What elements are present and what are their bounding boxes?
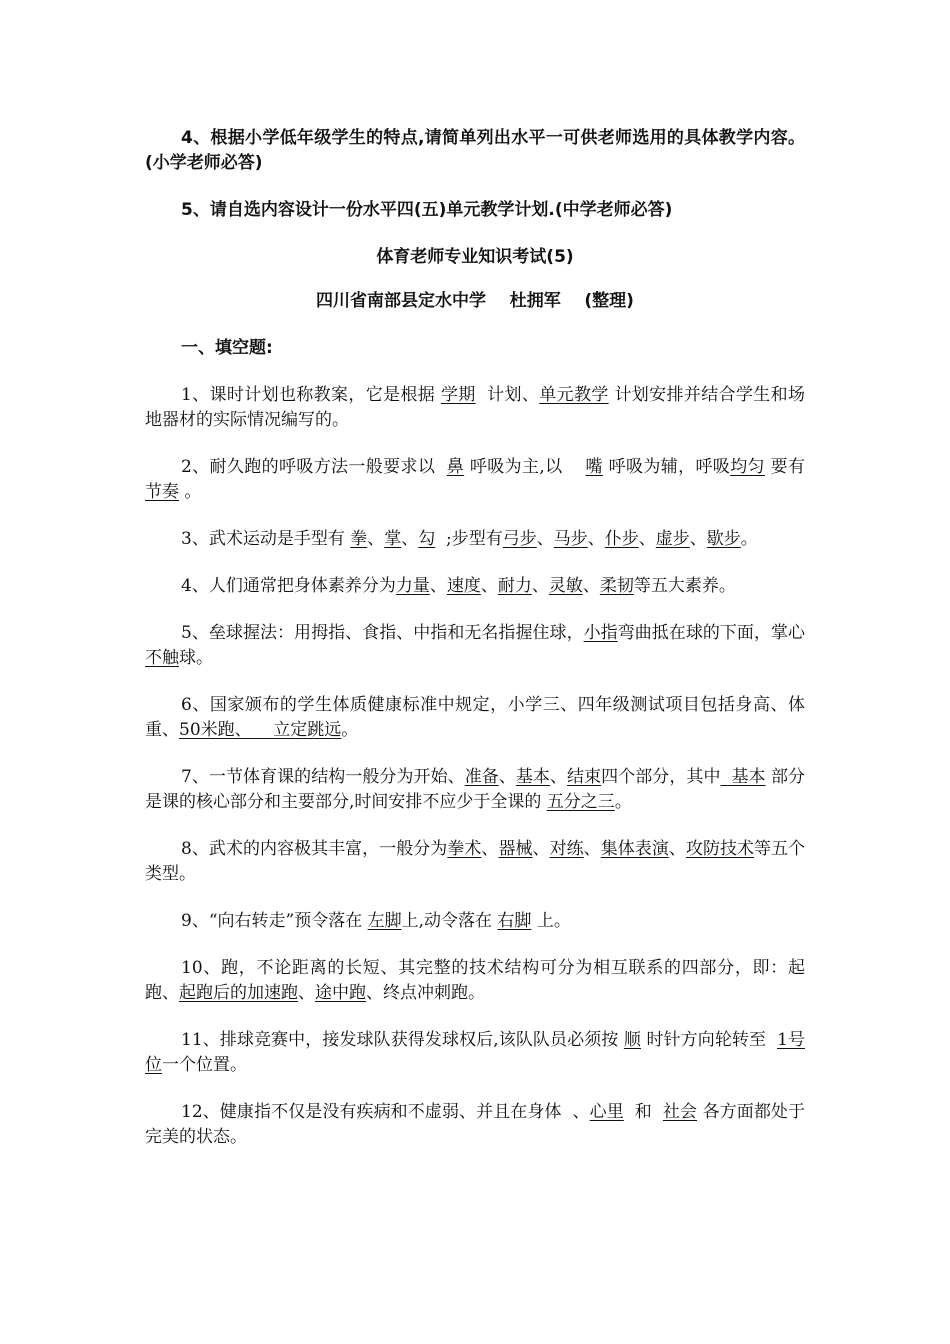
answer-blank: 起跑后的加速跑 — [179, 983, 298, 1003]
item-text: 6、国家颁布的学生体质健康标准中规定，小学三、四年级测试项目包括身高、体重、 — [145, 695, 805, 740]
item-text: 各方面都处于完美的状态。 — [145, 1102, 806, 1147]
answer-blank: 拳术 — [447, 839, 482, 859]
item-text: 一个位置。 — [162, 1055, 247, 1075]
item-text: 。 — [179, 482, 202, 502]
item-text: 、 — [298, 983, 315, 1003]
item-text: 弯曲抵在球的下面，掌心 — [617, 623, 806, 643]
answer-blank: 50米跑、 — [179, 720, 252, 740]
answer-blank: 不触 — [145, 648, 179, 668]
item-text: 要有 — [764, 457, 811, 477]
item-text: 呼吸为辅，呼吸 — [602, 457, 731, 477]
item-text: 和 — [623, 1102, 663, 1122]
answer-blank: 结束 — [567, 767, 602, 787]
item-text: 7、一节体育课的结构一般分为开始、 — [181, 767, 465, 787]
item-text: 2、耐久跑的呼吸方法一般要求以 — [181, 457, 447, 477]
question-4: 4、根据小学低年级学生的特点,请简单列出水平一可供老师选用的具体教学内容。(小学老师必答) — [145, 128, 805, 173]
answer-blank: 歇步 — [706, 529, 741, 549]
answer-blank: 速度 — [446, 576, 481, 596]
item-text: 球。 — [179, 648, 213, 668]
item-text: 5、垒球握法：用拇指、食指、中指和无名指握住球， — [181, 623, 584, 643]
item-text: 、 — [668, 839, 686, 859]
item-text: 。 — [740, 529, 758, 549]
fill-in-item — [145, 455, 811, 505]
answer-blank: 对练 — [549, 839, 584, 859]
answer-blank: 单元教学 — [539, 385, 609, 405]
item-text: 等五大素养。 — [633, 576, 736, 596]
item-text: 、 — [531, 576, 549, 596]
item-text: 。 — [341, 720, 359, 740]
exam-title: 体育老师专业知识考试(5) — [376, 247, 574, 267]
answer-blank: 灵敏 — [548, 576, 583, 596]
answer-blank: 左脚 — [367, 911, 402, 931]
answer-blank: 途中跑 — [315, 983, 366, 1003]
item-text: 12、健康指不仅是没有疾病和不虚弱、并且在身体 、 — [181, 1102, 590, 1122]
item-text: 、 — [401, 529, 419, 549]
answer-blank: 鼻 — [446, 457, 465, 477]
item-text: 、 — [429, 576, 447, 596]
item-text: 11、排球竞赛中，接发球队获得发球权后,该队队员必须按 — [181, 1030, 624, 1050]
item-text: 上,动令落在 — [401, 911, 498, 931]
item-text: 、 — [536, 529, 554, 549]
item-text: 、 — [689, 529, 707, 549]
document-page — [145, 126, 811, 1150]
answer-blank: 右脚 — [497, 911, 532, 931]
answer-blank — [252, 720, 274, 740]
exam-subtitle: 四川省南部县定水中学 杜拥军 (整理) — [316, 291, 634, 311]
answer-blank: 仆步 — [604, 529, 639, 549]
answer-blank: 攻防技术 — [685, 839, 755, 859]
fill-in-item — [145, 837, 805, 887]
answer-blank: 力量 — [395, 576, 430, 596]
answer-blank: 1号位 — [145, 1030, 805, 1075]
section-heading: 一、填空题: — [181, 338, 273, 358]
item-text: 时针方向轮转至 — [640, 1030, 778, 1050]
fill-in-item — [145, 909, 805, 934]
answer-blank: 拳 — [350, 529, 368, 549]
item-text: 计划、 — [475, 385, 540, 405]
answer-blank: 心里 — [589, 1102, 624, 1122]
answer-blank: 学期 — [440, 385, 476, 405]
item-text: 1、课时计划也称教案，它是根据 — [181, 385, 441, 405]
answer-blank: 马步 — [553, 529, 588, 549]
answer-blank: 柔韧 — [599, 576, 634, 596]
item-text: 、 — [638, 529, 656, 549]
item-text: 四个部分，其中 — [601, 767, 721, 787]
item-text: ;步型有 — [435, 529, 503, 549]
item-text: 计划安排并结合学生和场地器材的实际情况编写的。 — [145, 385, 806, 430]
item-text: 呼吸为主,以 — [464, 457, 586, 477]
answer-blank: 勾 — [418, 529, 436, 549]
answer-blank: 均匀 — [730, 457, 765, 477]
item-text: 、 — [498, 767, 516, 787]
answer-blank: 基本 — [515, 767, 550, 787]
answer-blank: 嘴 — [585, 457, 603, 477]
answer-blank: 节奏 — [145, 482, 179, 502]
fill-in-item — [145, 1028, 805, 1078]
item-text: 8、武术的内容极其丰富，一般分为 — [181, 839, 448, 859]
answer-blank: 基本 — [720, 767, 766, 787]
answer-blank: 社会 — [662, 1102, 698, 1122]
answer-blank: 集体表演 — [600, 839, 669, 859]
item-text: 、 — [582, 576, 600, 596]
item-text: 、 — [583, 839, 601, 859]
item-text: 3、武术运动是手型有 — [181, 529, 351, 549]
item-text: 、 — [587, 529, 605, 549]
fill-in-item — [145, 527, 805, 552]
item-text: 。 — [614, 792, 632, 812]
fill-in-item — [145, 1100, 805, 1150]
answer-blank: 器械 — [498, 839, 533, 859]
item-text: 、 — [549, 767, 568, 787]
answer-blank: 掌 — [384, 529, 402, 549]
answer-blank: 耐力 — [497, 576, 532, 596]
answer-blank: 准备 — [464, 767, 499, 787]
fill-in-item — [145, 765, 805, 815]
item-text: 、 — [532, 839, 550, 859]
item-text: 、 — [480, 576, 498, 596]
item-text: 、 — [367, 529, 385, 549]
fill-in-item — [145, 693, 805, 743]
item-text: 、终点冲刺跑。 — [366, 983, 485, 1003]
answer-blank: 弓步 — [502, 529, 537, 549]
item-text: 9、“向右转走”预令落在 — [181, 911, 368, 931]
answer-blank: 虚步 — [655, 529, 690, 549]
fill-in-blank-list — [145, 383, 811, 1150]
fill-in-item — [145, 383, 805, 433]
question-5: 5、请自选内容设计一份水平四(五)单元教学计划.(中学老师必答) — [181, 200, 673, 220]
item-text: 部分是课的核心部分和主要部分,时间安排不应少于全课的 — [145, 767, 806, 812]
fill-in-item — [145, 621, 805, 671]
item-text: 、 — [481, 839, 499, 859]
answer-blank: 五分之三 — [546, 792, 615, 812]
fill-in-item — [145, 956, 805, 1006]
answer-blank: 立定跳远 — [273, 720, 342, 740]
fill-in-item — [145, 574, 805, 599]
item-text: 4、人们通常把身体素养分为 — [181, 576, 396, 596]
item-text: 上。 — [531, 911, 571, 931]
item-text: 等五个类型。 — [145, 839, 806, 884]
answer-blank: 小指 — [583, 623, 618, 643]
answer-blank: 顺 — [623, 1030, 641, 1050]
item-text: 10、跑，不论距离的长短、其完整的技术结构可分为相互联系的四部分，即：起跑、 — [145, 958, 805, 1003]
